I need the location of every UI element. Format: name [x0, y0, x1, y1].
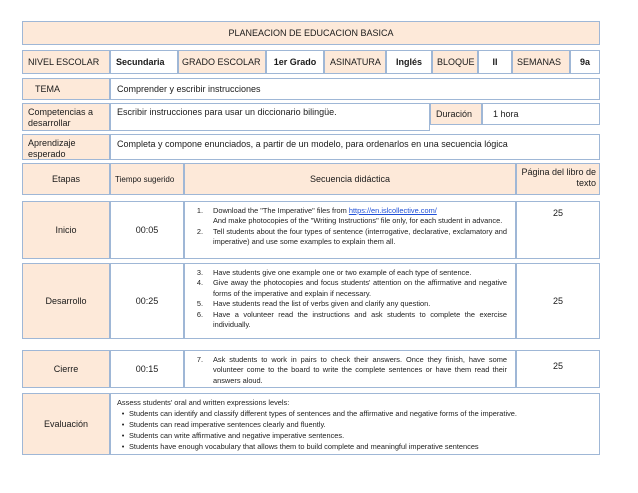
semanas-value-text: 9a — [579, 56, 590, 67]
stage-page — [516, 350, 600, 388]
sequence-list — [185, 351, 515, 386]
evaluacion-item — [117, 441, 593, 452]
stage-sequence — [184, 263, 516, 339]
sequence-step — [191, 268, 507, 278]
semanas-label — [512, 50, 570, 74]
step-text-after-link: And make photocopies of the "Writing Instructions" file only, for each student in advance. — [213, 216, 503, 226]
col-secuencia-text: Secuencia didáctica — [309, 173, 391, 184]
tema-value — [110, 78, 600, 100]
duracion-value-text: 1 hora — [493, 108, 519, 119]
aprendizaje-value-text: Completa y compone enunciados, a partir de un modelo, para ordenarlos en una secuencia lógica — [117, 139, 508, 149]
step-text — [213, 206, 507, 227]
evaluacion-body — [111, 394, 599, 455]
step-text: Have a volunteer read the instructions and ask students to complete the exercise individually. — [213, 309, 507, 330]
step-text-before-link: Download the "The Imperative" files from — [213, 206, 349, 215]
step-text: Give away the photocopies and focus students' attention on the affirmative and negative forms of the imperative and explain if necessary. — [213, 278, 507, 298]
stage-name — [22, 350, 110, 388]
evaluacion-item-text: Students can read imperative sentences clearly and fluently. — [129, 420, 326, 429]
bloque-label — [432, 50, 478, 74]
asignatura-label — [324, 50, 386, 74]
stage-page-text: 25 — [552, 361, 563, 371]
nivel-label-text: NIVEL ESCOLAR — [28, 56, 100, 67]
competencias-label — [22, 103, 110, 131]
grado-label-text: GRADO ESCOLAR — [182, 56, 261, 67]
duracion-value — [482, 103, 600, 125]
stage-page-text: 25 — [552, 295, 563, 306]
nivel-label — [22, 50, 110, 74]
asignatura-label-text: ASINATURA — [330, 56, 381, 67]
stage-time-text: 00:15 — [135, 363, 159, 374]
col-tiempo — [110, 163, 184, 195]
semanas-label-text: SEMANAS — [517, 56, 562, 67]
grado-value — [266, 50, 324, 74]
evaluacion-label — [22, 393, 110, 455]
step-number: 3. — [196, 268, 203, 277]
duracion-label-text: Duración — [436, 108, 473, 119]
tema-label — [22, 78, 110, 100]
stage-page — [516, 201, 600, 259]
plan-title-text: PLANEACION DE EDUCACION BASICA — [228, 27, 394, 38]
stage-name — [22, 201, 110, 259]
stage-time-text: 00:05 — [135, 224, 159, 235]
nivel-value — [110, 50, 178, 74]
bloque-value-text: II — [492, 56, 498, 67]
competencias-value — [110, 103, 430, 131]
bloque-value — [478, 50, 512, 74]
semanas-value — [570, 50, 600, 74]
evaluacion-item — [117, 430, 593, 441]
bloque-label-text: BLOQUE — [437, 56, 475, 67]
tema-label-text: TEMA — [35, 83, 61, 94]
stage-time — [110, 263, 184, 339]
stage-sequence — [184, 201, 516, 259]
col-pagina — [516, 163, 600, 195]
stage-page — [516, 263, 600, 339]
step-number: 6. — [196, 309, 203, 319]
col-etapas-text: Etapas — [51, 173, 81, 184]
stage-name-text: Inicio — [55, 224, 77, 235]
asignatura-value-text: Inglés — [395, 56, 422, 67]
grado-value-text: 1er Grado — [273, 56, 317, 67]
competencias-label-text: Competencias a desarrollar — [28, 107, 94, 128]
plan-title — [22, 21, 600, 45]
evaluacion-intro: Assess students' oral and written expressions levels: — [117, 398, 290, 407]
sequence-step — [191, 299, 507, 309]
asignatura-value — [386, 50, 432, 74]
step-number: 1. — [196, 206, 203, 215]
sequence-step — [191, 227, 507, 248]
aprendizaje-label — [22, 134, 110, 160]
sequence-step — [191, 206, 507, 227]
sequence-step — [191, 278, 507, 299]
step-number: 5. — [196, 299, 203, 309]
stage-sequence — [184, 350, 516, 388]
evaluacion-label-text: Evaluación — [43, 418, 89, 429]
nivel-value-text: Secundaria — [116, 56, 165, 67]
evaluacion-item-text: Students can write affirmative and negative imperative sentences. — [129, 431, 345, 440]
grado-label — [178, 50, 266, 74]
evaluacion-item-text: Students can identify and classify different types of sentences and the affirmative and negative forms of the imperative. — [129, 409, 517, 418]
evaluacion-content — [110, 393, 600, 455]
evaluacion-item — [117, 408, 593, 419]
col-pagina-text: Página del libro de texto — [521, 167, 596, 188]
sequence-step — [191, 355, 507, 386]
stage-name — [22, 263, 110, 339]
col-etapas — [22, 163, 110, 195]
stage-name-text: Cierre — [53, 363, 79, 374]
step-number: 2. — [196, 226, 203, 236]
step-text: Have students give one example one or two example of each type of sentence. — [213, 268, 472, 277]
bullet-icon: • — [121, 409, 125, 418]
bullet-icon: • — [121, 431, 125, 440]
sequence-list — [185, 264, 515, 330]
aprendizaje-label-text: Aprendizaje esperado — [28, 138, 76, 159]
tema-value-text: Comprender y escribir instrucciones — [117, 83, 261, 94]
stage-time — [110, 350, 184, 388]
col-secuencia — [184, 163, 516, 195]
stage-time-text: 00:25 — [135, 295, 159, 306]
aprendizaje-value — [110, 134, 600, 160]
step-text: Tell students about the four types of sentence (interrogative, declarative, exclamatory and imperative) and use some examples to explain them all. — [213, 226, 507, 247]
sequence-step — [191, 310, 507, 331]
duracion-label — [430, 103, 482, 125]
stage-page-text: 25 — [552, 208, 563, 218]
bullet-icon: • — [121, 442, 125, 451]
evaluacion-item-text: Students have enough vocabulary that allows them to build complete and meaningful imperative sentences — [129, 442, 479, 451]
evaluacion-item — [117, 419, 593, 430]
sequence-list — [185, 202, 515, 248]
step-number: 4. — [196, 278, 203, 288]
step-text: Have students read the list of verbs given and clarify any question. — [213, 299, 431, 309]
col-tiempo-text: Tiempo sugerido — [115, 174, 175, 184]
step-number: 7. — [196, 355, 203, 364]
competencias-value-text: Escribir instrucciones para usar un diccionario bilingüe. — [117, 107, 337, 117]
stage-time — [110, 201, 184, 259]
stage-name-text: Desarrollo — [45, 295, 87, 306]
step-text: Ask students to work in pairs to check their answers. Once they finish, have some volunteer come to the board to write the complete sentences or have them read their answers aloud. — [213, 355, 507, 385]
evaluacion-list — [117, 408, 593, 452]
bullet-icon: • — [121, 420, 125, 429]
islcollective-link[interactable]: https://en.islcollective.com/ — [348, 206, 437, 215]
